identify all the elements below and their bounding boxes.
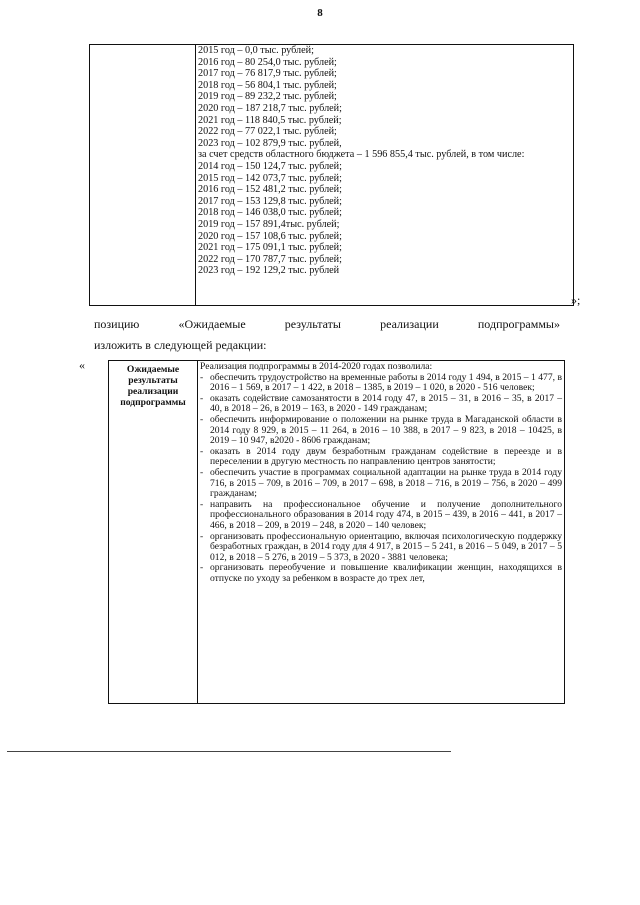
list-item xyxy=(200,394,562,415)
results-heading: Ожидаемые результаты реализации подпрограммы xyxy=(109,361,198,704)
page-number: 8 xyxy=(317,7,323,19)
list-item-text: направить на профессиональное обучение и получение дополнительного профессионального образования в 2014 году 474, в 2015 – 439, в 2016 – 441, в 2017 – 466, в 2018 – 209, в 2019 – 248, в 2020 – 140 человек; xyxy=(210,498,562,531)
funding-line: 2015 год – 0,0 тыс. рублей; xyxy=(198,45,314,56)
list-item-text: обеспечить информирование о положении на рынке труда в Магаданской области в 2014 году 8 929, в 2015 – 11 264, в 2016 – 10 388, в 2017 – 9 823, в 2018 – 10425, в 2019 – 10 947, в2020 - 8606 гражданам; xyxy=(210,413,562,447)
funding-line: 2014 год – 150 124,7 тыс. рублей; xyxy=(198,160,342,172)
closing-quote: »; xyxy=(571,293,581,307)
funding-line: 2016 год – 80 254,0 тыс. рублей; xyxy=(198,56,337,68)
list-dash: - xyxy=(200,498,204,510)
funding-line: 2015 год – 142 073,7 тыс. рублей; xyxy=(198,172,342,184)
funding-line: 2020 год – 157 108,6 тыс. рублей; xyxy=(198,230,342,242)
list-dash: - xyxy=(200,413,204,425)
paragraph-instruction: изложить в следующей редакции: xyxy=(94,338,267,352)
list-item-text: обеспечить участие в программах социальной адаптации на рынке труда в 2014 году 716, в 2015 – 709, в 2016 – 709, в 2017 – 698, в 2018 – 716, в 2019 – 756, в 2020 – 499 гражданам; xyxy=(210,466,562,500)
funding-table-right-cell xyxy=(196,45,574,306)
results-table xyxy=(108,360,565,704)
list-dash: - xyxy=(200,392,204,404)
list-dash: - xyxy=(200,371,204,383)
list-item xyxy=(200,447,562,468)
list-item xyxy=(200,532,562,564)
list-item xyxy=(200,373,562,394)
funding-line: 2022 год – 77 022,1 тыс. рублей; xyxy=(198,126,337,138)
list-item xyxy=(200,500,562,532)
list-item-text: оказать в 2014 году двум безработным гражданам содействие в переезде и в переселении в другую местность по направлению центров занятости; xyxy=(210,445,562,468)
list-dash: - xyxy=(200,466,204,478)
list-dash: - xyxy=(200,530,204,542)
funding-table xyxy=(89,44,574,306)
results-content xyxy=(198,361,565,704)
funding-line: 2023 год – 192 129,2 тыс. рублей xyxy=(198,265,340,277)
funding-line: 2023 год – 102 879,9 тыс. рублей, xyxy=(198,137,342,149)
funding-line: 2018 год – 146 038,0 тыс. рублей; xyxy=(198,207,342,219)
list-dash: - xyxy=(200,445,204,457)
horizontal-rule xyxy=(7,751,451,752)
opening-quote: « xyxy=(79,358,85,372)
funding-table-left-cell xyxy=(90,45,196,306)
funding-line: 2017 год – 153 129,8 тыс. рублей; xyxy=(198,195,342,207)
list-dash: - xyxy=(200,562,204,574)
results-intro: Реализация подпрограммы в 2014-2020 годах позволила: xyxy=(200,361,433,372)
funding-line: 2017 год – 76 817,9 тыс. рублей; xyxy=(198,68,337,80)
funding-line-regional-budget: за счет средств областного бюджета – 1 596 855,4 тыс. рублей, в том числе: xyxy=(198,149,525,161)
list-item-text: организовать профессиональную ориентацию, включая психологическую поддержку безработных граждан, в 2014 году для 4 917, в 2015 – 5 241, в 2016 – 5 049, в 2017 – 5 012, в 2018 – 5 276, в 2019 – 5 373, в 2020 - 3881 человека; xyxy=(210,530,562,563)
funding-line: 2022 год – 170 787,7 тыс. рублей; xyxy=(198,253,342,265)
funding-line: 2019 год – 89 232,2 тыс. рублей; xyxy=(198,91,337,103)
funding-line: 2021 год – 118 840,5 тыс. рублей; xyxy=(198,114,342,126)
list-item-text: организовать переобучение и повышение квалификации женщин, находящихся в отпуске по уходу за ребенком в возрасте до трех лет, xyxy=(210,562,562,584)
list-item-text: оказать содействие самозанятости в 2014 году 47, в 2015 – 31, в 2016 – 35, в 2017 – 40, в 2018 – 26, в 2019 – 163, в 2020 - 149 гражданам; xyxy=(210,392,562,415)
funding-line: 2020 год – 187 218,7 тыс. рублей; xyxy=(198,102,342,114)
funding-line: 2019 год – 157 891,4тыс. рублей; xyxy=(198,218,340,230)
list-item xyxy=(200,563,562,584)
list-item xyxy=(200,415,562,447)
list-item-text: обеспечить трудоустройство на временные работы в 2014 году 1 494, в 2015 – 1 477, в 2016 – 1 569, в 2017 – 1 422, в 2018 – 1385, в 2019 – 1 020, в 2020 - 516 человек; xyxy=(210,371,562,394)
paragraph-position: позицию «Ожидаемые результаты реализации подпрограммы» xyxy=(94,317,560,331)
funding-line: 2021 год – 175 091,1 тыс. рублей; xyxy=(198,242,342,254)
funding-line: 2016 год – 152 481,2 тыс. рублей; xyxy=(198,184,342,196)
list-item xyxy=(200,468,562,500)
funding-line: 2018 год – 56 804,1 тыс. рублей; xyxy=(198,79,337,91)
